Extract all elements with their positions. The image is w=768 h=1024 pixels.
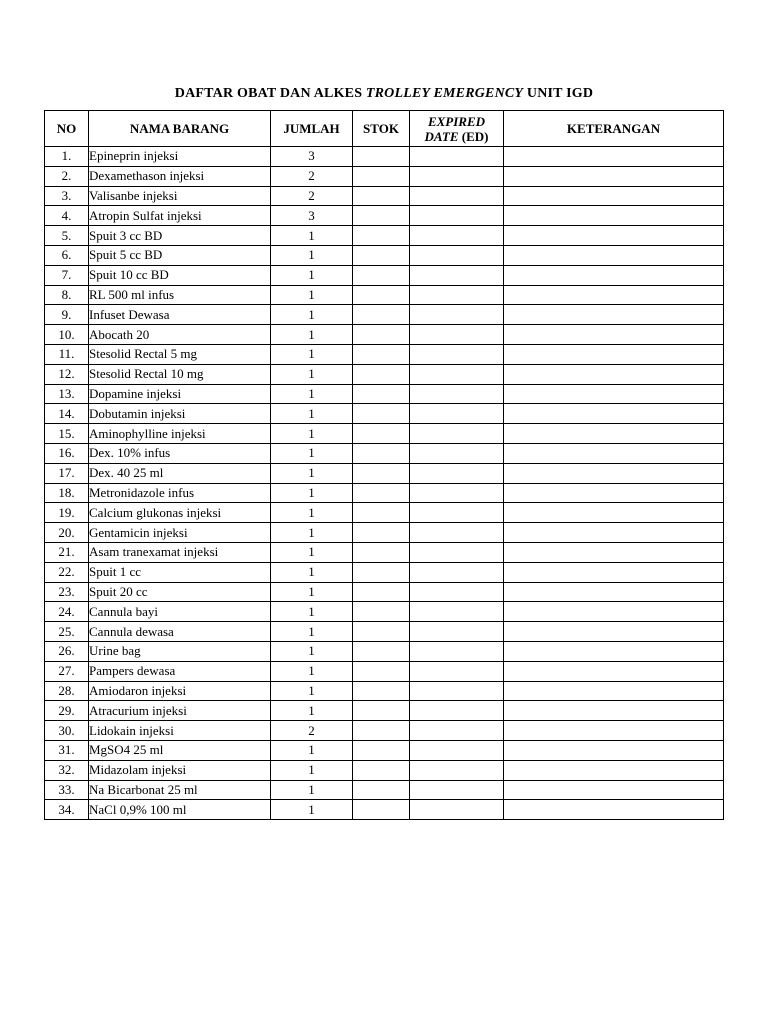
cell-keterangan: [504, 325, 724, 345]
header-expired-line1: EXPIRED: [427, 113, 486, 129]
cell-stok: [353, 523, 410, 543]
cell-no: 32.: [45, 760, 89, 780]
header-jumlah: JUMLAH: [271, 111, 353, 147]
cell-expired-date: [410, 523, 504, 543]
cell-keterangan: [504, 523, 724, 543]
cell-stok: [353, 701, 410, 721]
cell-stok: [353, 780, 410, 800]
cell-jumlah: 3: [271, 206, 353, 226]
table-row: [45, 305, 724, 325]
cell-keterangan: [504, 483, 724, 503]
cell-stok: [353, 186, 410, 206]
cell-stok: [353, 800, 410, 820]
cell-keterangan: [504, 404, 724, 424]
cell-keterangan: [504, 285, 724, 305]
cell-keterangan: [504, 166, 724, 186]
cell-nama-barang: Lidokain injeksi: [89, 721, 271, 741]
cell-nama-barang: Aminophylline injeksi: [89, 424, 271, 444]
cell-no: 27.: [45, 661, 89, 681]
cell-stok: [353, 641, 410, 661]
header-expired-ed: (ED): [458, 128, 489, 144]
cell-expired-date: [410, 325, 504, 345]
cell-no: 21.: [45, 542, 89, 562]
cell-jumlah: 1: [271, 404, 353, 424]
cell-no: 23.: [45, 582, 89, 602]
cell-jumlah: 1: [271, 780, 353, 800]
cell-stok: [353, 721, 410, 741]
cell-jumlah: 1: [271, 285, 353, 305]
cell-jumlah: 1: [271, 364, 353, 384]
cell-keterangan: [504, 226, 724, 246]
table-body: [45, 147, 724, 820]
header-no: NO: [45, 111, 89, 147]
cell-jumlah: 1: [271, 424, 353, 444]
cell-nama-barang: Gentamicin injeksi: [89, 523, 271, 543]
cell-jumlah: 3: [271, 147, 353, 167]
cell-no: 2.: [45, 166, 89, 186]
cell-jumlah: 1: [271, 226, 353, 246]
cell-nama-barang: Stesolid Rectal 5 mg: [89, 344, 271, 364]
cell-keterangan: [504, 780, 724, 800]
cell-no: 29.: [45, 701, 89, 721]
cell-expired-date: [410, 404, 504, 424]
cell-expired-date: [410, 384, 504, 404]
cell-nama-barang: MgSO4 25 ml: [89, 740, 271, 760]
cell-jumlah: 1: [271, 463, 353, 483]
cell-stok: [353, 206, 410, 226]
cell-no: 28.: [45, 681, 89, 701]
cell-no: 1.: [45, 147, 89, 167]
cell-expired-date: [410, 186, 504, 206]
cell-jumlah: 1: [271, 523, 353, 543]
cell-expired-date: [410, 226, 504, 246]
cell-keterangan: [504, 681, 724, 701]
cell-expired-date: [410, 701, 504, 721]
cell-expired-date: [410, 483, 504, 503]
cell-stok: [353, 622, 410, 642]
table-row: [45, 800, 724, 820]
cell-jumlah: 1: [271, 760, 353, 780]
cell-stok: [353, 562, 410, 582]
cell-nama-barang: Atropin Sulfat injeksi: [89, 206, 271, 226]
cell-expired-date: [410, 721, 504, 741]
cell-expired-date: [410, 147, 504, 167]
cell-keterangan: [504, 245, 724, 265]
cell-stok: [353, 364, 410, 384]
table-row: [45, 681, 724, 701]
title-suffix: UNIT IGD: [526, 86, 594, 101]
cell-stok: [353, 503, 410, 523]
cell-no: 22.: [45, 562, 89, 582]
table-row: [45, 622, 724, 642]
cell-stok: [353, 325, 410, 345]
cell-jumlah: 1: [271, 681, 353, 701]
table-row: [45, 463, 724, 483]
cell-no: 7.: [45, 265, 89, 285]
cell-stok: [353, 245, 410, 265]
cell-nama-barang: Epineprin injeksi: [89, 147, 271, 167]
cell-nama-barang: Asam tranexamat injeksi: [89, 542, 271, 562]
cell-no: 4.: [45, 206, 89, 226]
cell-no: 18.: [45, 483, 89, 503]
cell-nama-barang: NaCl 0,9% 100 ml: [89, 800, 271, 820]
cell-stok: [353, 265, 410, 285]
cell-expired-date: [410, 760, 504, 780]
table-row: [45, 483, 724, 503]
table-row: [45, 147, 724, 167]
cell-nama-barang: Calcium glukonas injeksi: [89, 503, 271, 523]
cell-jumlah: 1: [271, 602, 353, 622]
cell-no: 25.: [45, 622, 89, 642]
cell-jumlah: 1: [271, 325, 353, 345]
cell-expired-date: [410, 582, 504, 602]
cell-stok: [353, 582, 410, 602]
cell-nama-barang: Pampers dewasa: [89, 661, 271, 681]
cell-expired-date: [410, 602, 504, 622]
table-row: [45, 701, 724, 721]
cell-keterangan: [504, 800, 724, 820]
table-row: [45, 245, 724, 265]
header-nama-barang: NAMA BARANG: [89, 111, 271, 147]
cell-expired-date: [410, 463, 504, 483]
cell-jumlah: 1: [271, 800, 353, 820]
cell-nama-barang: Metronidazole infus: [89, 483, 271, 503]
table-row: [45, 582, 724, 602]
cell-nama-barang: Atracurium injeksi: [89, 701, 271, 721]
cell-jumlah: 1: [271, 661, 353, 681]
table-row: [45, 285, 724, 305]
cell-expired-date: [410, 443, 504, 463]
cell-expired-date: [410, 661, 504, 681]
cell-no: 19.: [45, 503, 89, 523]
title-italic: TROLLEY EMERGENCY: [365, 86, 524, 101]
table-row: [45, 384, 724, 404]
table-row: [45, 780, 724, 800]
cell-nama-barang: Amiodaron injeksi: [89, 681, 271, 701]
cell-stok: [353, 661, 410, 681]
cell-expired-date: [410, 424, 504, 444]
cell-nama-barang: Spuit 1 cc: [89, 562, 271, 582]
table-row: [45, 206, 724, 226]
cell-nama-barang: Cannula dewasa: [89, 622, 271, 642]
cell-no: 3.: [45, 186, 89, 206]
cell-keterangan: [504, 701, 724, 721]
cell-keterangan: [504, 622, 724, 642]
table-header-row: [45, 111, 724, 147]
cell-keterangan: [504, 760, 724, 780]
cell-nama-barang: Dex. 10% infus: [89, 443, 271, 463]
cell-keterangan: [504, 424, 724, 444]
cell-no: 26.: [45, 641, 89, 661]
cell-stok: [353, 404, 410, 424]
cell-jumlah: 1: [271, 542, 353, 562]
table-row: [45, 641, 724, 661]
table-row: [45, 523, 724, 543]
cell-keterangan: [504, 602, 724, 622]
cell-keterangan: [504, 443, 724, 463]
cell-nama-barang: Spuit 5 cc BD: [89, 245, 271, 265]
cell-expired-date: [410, 800, 504, 820]
cell-keterangan: [504, 582, 724, 602]
cell-stok: [353, 463, 410, 483]
cell-keterangan: [504, 265, 724, 285]
cell-nama-barang: Midazolam injeksi: [89, 760, 271, 780]
cell-jumlah: 1: [271, 562, 353, 582]
header-expired-date: [410, 111, 504, 147]
header-stok: STOK: [353, 111, 410, 147]
cell-nama-barang: Stesolid Rectal 10 mg: [89, 364, 271, 384]
cell-stok: [353, 602, 410, 622]
cell-nama-barang: Urine bag: [89, 641, 271, 661]
cell-no: 31.: [45, 740, 89, 760]
cell-expired-date: [410, 503, 504, 523]
cell-jumlah: 2: [271, 186, 353, 206]
cell-no: 8.: [45, 285, 89, 305]
cell-stok: [353, 542, 410, 562]
cell-no: 10.: [45, 325, 89, 345]
cell-expired-date: [410, 245, 504, 265]
cell-jumlah: 1: [271, 582, 353, 602]
cell-no: 5.: [45, 226, 89, 246]
cell-keterangan: [504, 503, 724, 523]
cell-nama-barang: Infuset Dewasa: [89, 305, 271, 325]
cell-expired-date: [410, 542, 504, 562]
cell-jumlah: 1: [271, 384, 353, 404]
cell-jumlah: 1: [271, 344, 353, 364]
cell-nama-barang: Spuit 3 cc BD: [89, 226, 271, 246]
cell-jumlah: 2: [271, 166, 353, 186]
cell-jumlah: 1: [271, 265, 353, 285]
cell-stok: [353, 384, 410, 404]
cell-keterangan: [504, 206, 724, 226]
cell-no: 11.: [45, 344, 89, 364]
cell-nama-barang: Dexamethason injeksi: [89, 166, 271, 186]
cell-stok: [353, 681, 410, 701]
cell-no: 17.: [45, 463, 89, 483]
cell-keterangan: [504, 661, 724, 681]
cell-expired-date: [410, 681, 504, 701]
cell-expired-date: [410, 364, 504, 384]
table-row: [45, 265, 724, 285]
cell-jumlah: 1: [271, 443, 353, 463]
cell-no: 15.: [45, 424, 89, 444]
cell-keterangan: [504, 463, 724, 483]
cell-no: 14.: [45, 404, 89, 424]
header-keterangan: KETERANGAN: [504, 111, 724, 147]
cell-no: 24.: [45, 602, 89, 622]
cell-keterangan: [504, 542, 724, 562]
cell-stok: [353, 147, 410, 167]
cell-jumlah: 2: [271, 721, 353, 741]
cell-keterangan: [504, 364, 724, 384]
cell-expired-date: [410, 641, 504, 661]
cell-keterangan: [504, 344, 724, 364]
table-row: [45, 661, 724, 681]
cell-no: 12.: [45, 364, 89, 384]
table-row: [45, 721, 724, 741]
medicine-inventory-table: [44, 110, 724, 820]
cell-nama-barang: Valisanbe injeksi: [89, 186, 271, 206]
cell-keterangan: [504, 186, 724, 206]
table-row: [45, 166, 724, 186]
cell-jumlah: 1: [271, 622, 353, 642]
cell-nama-barang: Dobutamin injeksi: [89, 404, 271, 424]
table-row: [45, 740, 724, 760]
cell-jumlah: 1: [271, 305, 353, 325]
cell-keterangan: [504, 305, 724, 325]
cell-stok: [353, 305, 410, 325]
cell-no: 16.: [45, 443, 89, 463]
cell-no: 9.: [45, 305, 89, 325]
cell-expired-date: [410, 206, 504, 226]
cell-no: 34.: [45, 800, 89, 820]
cell-nama-barang: RL 500 ml infus: [89, 285, 271, 305]
cell-stok: [353, 443, 410, 463]
cell-keterangan: [504, 147, 724, 167]
cell-jumlah: 1: [271, 483, 353, 503]
cell-no: 30.: [45, 721, 89, 741]
table-row: [45, 325, 724, 345]
table-row: [45, 503, 724, 523]
header-expired-date-word: DATE: [424, 128, 459, 144]
cell-stok: [353, 344, 410, 364]
cell-stok: [353, 760, 410, 780]
table-row: [45, 404, 724, 424]
cell-expired-date: [410, 780, 504, 800]
cell-nama-barang: Spuit 20 cc: [89, 582, 271, 602]
cell-keterangan: [504, 740, 724, 760]
table-row: [45, 424, 724, 444]
cell-jumlah: 1: [271, 245, 353, 265]
cell-expired-date: [410, 166, 504, 186]
cell-nama-barang: Dopamine injeksi: [89, 384, 271, 404]
cell-expired-date: [410, 622, 504, 642]
cell-no: 6.: [45, 245, 89, 265]
cell-jumlah: 1: [271, 701, 353, 721]
cell-keterangan: [504, 384, 724, 404]
cell-stok: [353, 424, 410, 444]
cell-keterangan: [504, 721, 724, 741]
table-row: [45, 344, 724, 364]
table-row: [45, 186, 724, 206]
table-row: [45, 760, 724, 780]
title-prefix: DAFTAR OBAT DAN ALKES: [174, 86, 363, 101]
cell-no: 33.: [45, 780, 89, 800]
cell-nama-barang: Abocath 20: [89, 325, 271, 345]
table-row: [45, 562, 724, 582]
table-row: [45, 226, 724, 246]
cell-stok: [353, 166, 410, 186]
cell-stok: [353, 740, 410, 760]
cell-keterangan: [504, 641, 724, 661]
table-row: [45, 542, 724, 562]
cell-expired-date: [410, 740, 504, 760]
cell-keterangan: [504, 562, 724, 582]
table-row: [45, 602, 724, 622]
cell-stok: [353, 226, 410, 246]
cell-expired-date: [410, 265, 504, 285]
cell-jumlah: 1: [271, 641, 353, 661]
table-row: [45, 364, 724, 384]
cell-jumlah: 1: [271, 740, 353, 760]
table-row: [45, 443, 724, 463]
cell-jumlah: 1: [271, 503, 353, 523]
cell-expired-date: [410, 305, 504, 325]
cell-expired-date: [410, 562, 504, 582]
cell-nama-barang: Dex. 40 25 ml: [89, 463, 271, 483]
cell-no: 20.: [45, 523, 89, 543]
cell-expired-date: [410, 344, 504, 364]
cell-nama-barang: Cannula bayi: [89, 602, 271, 622]
page-title: [0, 86, 768, 102]
cell-nama-barang: Spuit 10 cc BD: [89, 265, 271, 285]
cell-no: 13.: [45, 384, 89, 404]
cell-nama-barang: Na Bicarbonat 25 ml: [89, 780, 271, 800]
cell-stok: [353, 483, 410, 503]
cell-stok: [353, 285, 410, 305]
cell-expired-date: [410, 285, 504, 305]
